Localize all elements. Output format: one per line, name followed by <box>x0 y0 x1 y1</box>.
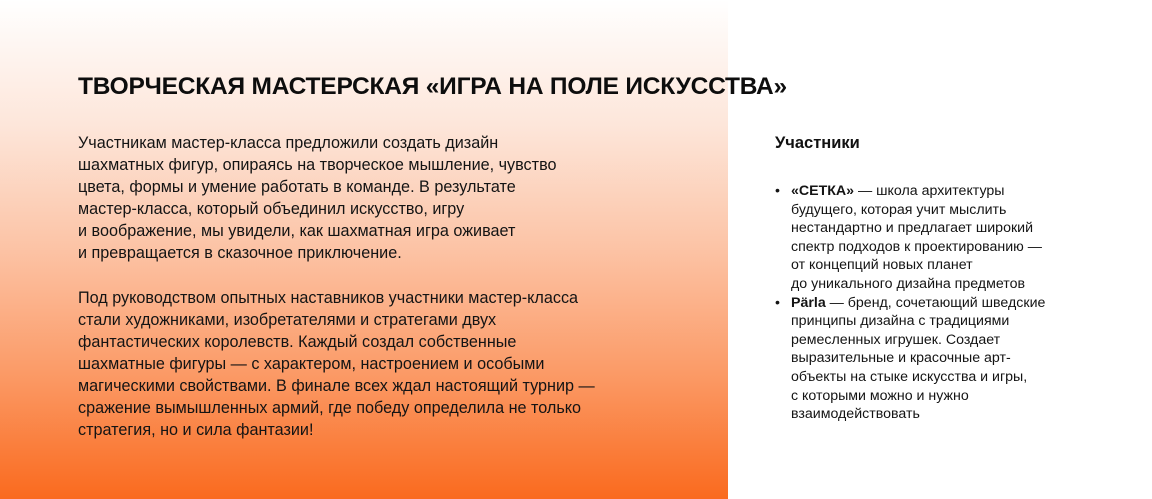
participant-first-line <box>791 294 1115 313</box>
participant-name: «СЕТКА» <box>791 183 855 199</box>
participant-setka <box>775 182 1115 294</box>
text-line: принципы дизайна с традициями <box>791 313 1010 330</box>
text-line: от концепций новых планет <box>791 257 973 274</box>
text-line: выразительные и красочные арт- <box>791 350 1011 367</box>
text-line: будущего, которая учит мыслить <box>791 201 1007 218</box>
sidebar-title: Участники <box>775 134 860 152</box>
text-line: шахматных фигур, опираясь на творческое мышление, чувство <box>78 156 557 174</box>
text-line: взаимодействовать <box>791 406 920 423</box>
text-line: магическими свойствами. В финале всех ждал настоящий турнир — <box>78 377 595 395</box>
main-text <box>78 132 678 464</box>
text-line: объекты на стыке искусства и игры, <box>791 368 1028 385</box>
text-line: сражение вымышленных армий, где победу определила не только <box>78 399 582 417</box>
participant-description: — школа архитектуры <box>854 183 1005 199</box>
page-title: ТВОРЧЕСКАЯ МАСТЕРСКАЯ «ИГРА НА ПОЛЕ ИСКУССТВА» <box>78 73 787 100</box>
participants-sidebar <box>775 132 1115 424</box>
text-line: Участникам мастер-класса предложили создать дизайн <box>78 134 499 152</box>
participant-description: — бренд, сочетающий шведские <box>825 294 1046 311</box>
text-line: до уникального дизайна предметов <box>791 275 1026 292</box>
text-line: шахматные фигуры — с характером, настроением и особыми <box>78 355 545 373</box>
participant-name: Pärla <box>791 294 826 311</box>
bullet-icon: • <box>775 183 780 199</box>
participant-first-line <box>791 182 1115 201</box>
text-line: и воображение, мы увидели, как шахматная игра оживает <box>78 222 516 240</box>
text-line: нестандартно и предлагает широкий <box>791 220 1034 237</box>
text-line: фантастических королевств. Каждый создал собственные <box>78 333 517 351</box>
text-line: ремесленных игрушек. Создает <box>791 331 1001 348</box>
text-line: с которыми можно и нужно <box>791 387 969 404</box>
text-line: стратегия, но и сила фантазии! <box>78 421 314 439</box>
text-line: мастер-класса, который объединил искусство, игру <box>78 200 465 218</box>
text-line: и превращается в сказочное приключение. <box>78 244 402 262</box>
text-line: цвета, формы и умение работать в команде. В результате <box>78 178 516 196</box>
participants-list <box>775 182 1115 424</box>
text-line: спектр подходов к проектированию — <box>791 238 1042 255</box>
paragraph-details <box>78 287 678 441</box>
participant-parla <box>775 294 1115 424</box>
bullet-icon: • <box>775 294 780 311</box>
paragraph-intro <box>78 132 678 264</box>
text-line: Под руководством опытных наставников участники мастер-класса <box>78 289 579 307</box>
text-line: стали художниками, изобретателями и стратегами двух <box>78 311 497 329</box>
